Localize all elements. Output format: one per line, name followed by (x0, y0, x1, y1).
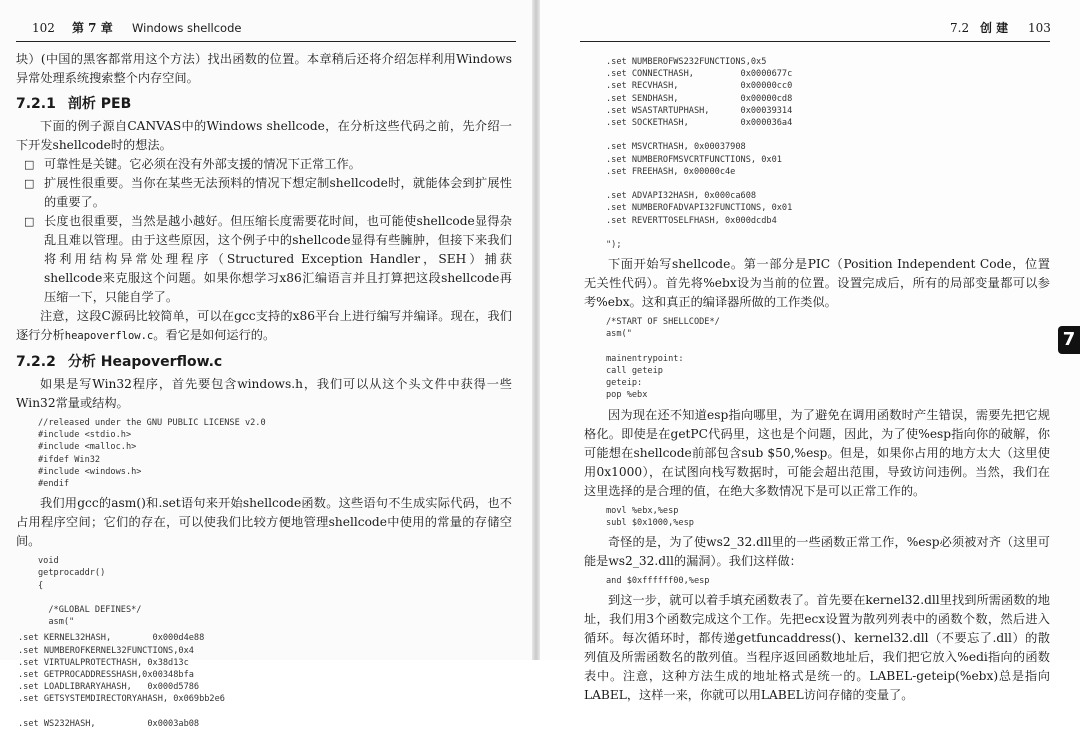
code-hash-defines: .set NUMBEROFWS232FUNCTIONS,0x5 .set CONNECTHASH, 0x0000677c .set RECVHASH, 0x00000cc0 .set SENDHASH, 0x00000cd8 .set WSASTARTUPHASH, 0x00039314 .set SOCKETHASH, 0x000036a4 .set MSVCRTHASH, 0x00037908 .set NUMBEROFMSVCRTFUNCTIONS, 0x01 .set FREEHASH, 0x00000c4e .set ADVAPI32HASH, 0x000ca608 .set NUMBEROFADVAPI32FUNCTIONS, 0x01 .set REVERTTOSELFHASH, 0x000dcdb4 "); (606, 57, 793, 251)
left-body (16, 50, 512, 734)
design-bullets (16, 155, 512, 307)
right-page (540, 0, 1080, 703)
section-number: 7.2.1 (16, 96, 56, 112)
peb-paragraph: 下面的例子源自CANVAS中的Windows shellcode，在分析这些代码之前，先介绍一下开发shellcode时的想法。 (16, 119, 512, 152)
note-code: heapoverflow.c (64, 330, 154, 342)
note-text-a: 注意，这段C源码比较简单，可以在gcc支持的x86平台上进行编写并编译。现在，我们逐行分析 (16, 309, 512, 342)
section-title: 分析 Heapoverflow.c (67, 354, 223, 370)
code-getprocaddr: void getprocaddr() { /*GLOBAL DEFINES*/ asm(" (38, 556, 142, 628)
code-and: and $0xffffff00,%esp (606, 576, 710, 587)
right-section-number: 7.2 (950, 21, 970, 35)
left-page (0, 0, 536, 729)
bullet-extensibility: □ 扩展性很重要。当你在某些无法预料的情况下想定制shellcode时，就能体会到扩展性的重要了。 (22, 174, 512, 212)
note-text-b: 。看它是如何运行的。 (153, 328, 276, 342)
left-header-rule (16, 41, 516, 42)
section-title: 剖析 PEB (67, 96, 132, 112)
asm-paragraph: 我们用gcc的asm()和.set语句来开始shellcode函数。这些语句不生成实际代码，也不占用程序空间；它们的存在，可以使我们比较方便地管理shellcode中使用的常量的存储空间。 (16, 496, 512, 549)
final-paragraph: 到这一步，就可以着手填充函数表了。首先要在kernel32.dll里找到所需函数的地址，我们用3个函数完成这个工作。先把ecx设置为散列列表中的函数个数，然后进入循环。每次循环时，都传递getfuncaddress()、kernel32.dll（不要忘了.dll）的散列值及所需函数名的散列值。当程序返回函数地址后，我们把它放入%edi指向的函数表中。注意，这种方法生成的地址格式是统一的。LABEL-geteip(%ebx)总是指向LABEL，这样一来，你就可以用LABEL访问存储的变量了。 (584, 593, 1050, 703)
code-includes: //released under the GNU PUBLIC LICENSE v2.0 #include <stdio.h> #include <malloc.h> #ifdef Win32 #include <windows.h> #endif (38, 418, 266, 490)
right-section-title: 创 建 (980, 21, 1009, 35)
win32-paragraph: 如果是写Win32程序，首先要包含windows.h，我们可以从这个头文件中获得一些Win32常量或结构。 (16, 377, 512, 410)
pic-paragraph: 下面开始写shellcode。第一部分是PIC（Position Independent Code，位置无关性代码）。首先将%ebx设为当前的位置。设置完成后，所有的局部变量都可以参考%ebx。这和真正的编译器所做的工作类似。 (584, 257, 1050, 310)
intro-paragraph: 块）(中国的黑客都常用这个方法）找出函数的位置。本章稍后还将介绍怎样利用Windows异常处理系统搜索整个内存空间。 (16, 52, 512, 85)
right-header-rule (580, 41, 1050, 42)
left-page-number: 102 (32, 21, 55, 35)
esp-paragraph: 因为现在还不知道esp指向哪里，为了避免在调用函数时产生错误，需要先把它规格化。即使是在getPC代码里，这也是个问题，因此，为了使%esp指向你的破解，你可能想在shellcode前部包含sub $50,%esp。但是，如果你占用的地方太大（这里使用0x1000），在试图向栈写数据时，可能会超出范围，导致访问违例。当然，我们在这里选择的是合理的值，在绝大多数情况下是可以正常工作的。 (584, 407, 1050, 498)
section-heading-7-2-1 (16, 94, 512, 114)
bullet-reliability: □ 可靠性是关键。它必须在没有外部支援的情况下正常工作。 (22, 155, 512, 174)
right-body (584, 52, 1050, 705)
align-paragraph: 奇怪的是，为了使ws2_32.dll里的一些函数正常工作，%esp必须被对齐（这里可能是ws2_32.dll的漏洞）。我们这样做： (584, 535, 1050, 569)
section-number: 7.2.2 (16, 354, 56, 370)
bullet-length: □ 长度也很重要，当然是越小越好。但压缩长度需要花时间，也可能使shellcode显得杂乱且难以管理。由于这些原因，这个例子中的shellcode显得有些臃肿，但接下来我们将利用结构异常处理程序（Structured Exception Handler，SEH）捕获shellcode来克服这个问题。如果你想学习x86汇编语言并且打算把这段shellcode再压缩一下，只能自学了。 (22, 212, 512, 307)
left-chapter-label: 第 7 章 (72, 21, 113, 35)
code-esp: movl %ebx,%esp subl $0x1000,%esp (606, 505, 694, 528)
code-pic: /*START OF SHELLCODE*/ asm(" mainentrypoint: call geteip geteip: pop %ebx (606, 317, 720, 401)
chapter-tab: 7 (1058, 326, 1080, 354)
code-kernel32-defines: .set KERNEL32HASH, 0x000d4e88 .set NUMBEROFKERNEL32FUNCTIONS,0x4 .set VIRTUALPROTECTHASH, 0x38d13c .set GETPROCADDRESSHASH,0x00348bfa .set LOADLIBRARYAHASH, 0x000d5786 .set GETSYSTEMDIRECTORYAHASH, 0x069bb2e6 .set WS232HASH, 0x0003ab08 (18, 633, 225, 729)
left-chapter-title: Windows shellcode (132, 21, 242, 35)
note-paragraph (16, 307, 512, 346)
section-heading-7-2-2 (16, 352, 512, 372)
book-gutter (532, 0, 540, 660)
right-page-number: 103 (1028, 21, 1051, 35)
